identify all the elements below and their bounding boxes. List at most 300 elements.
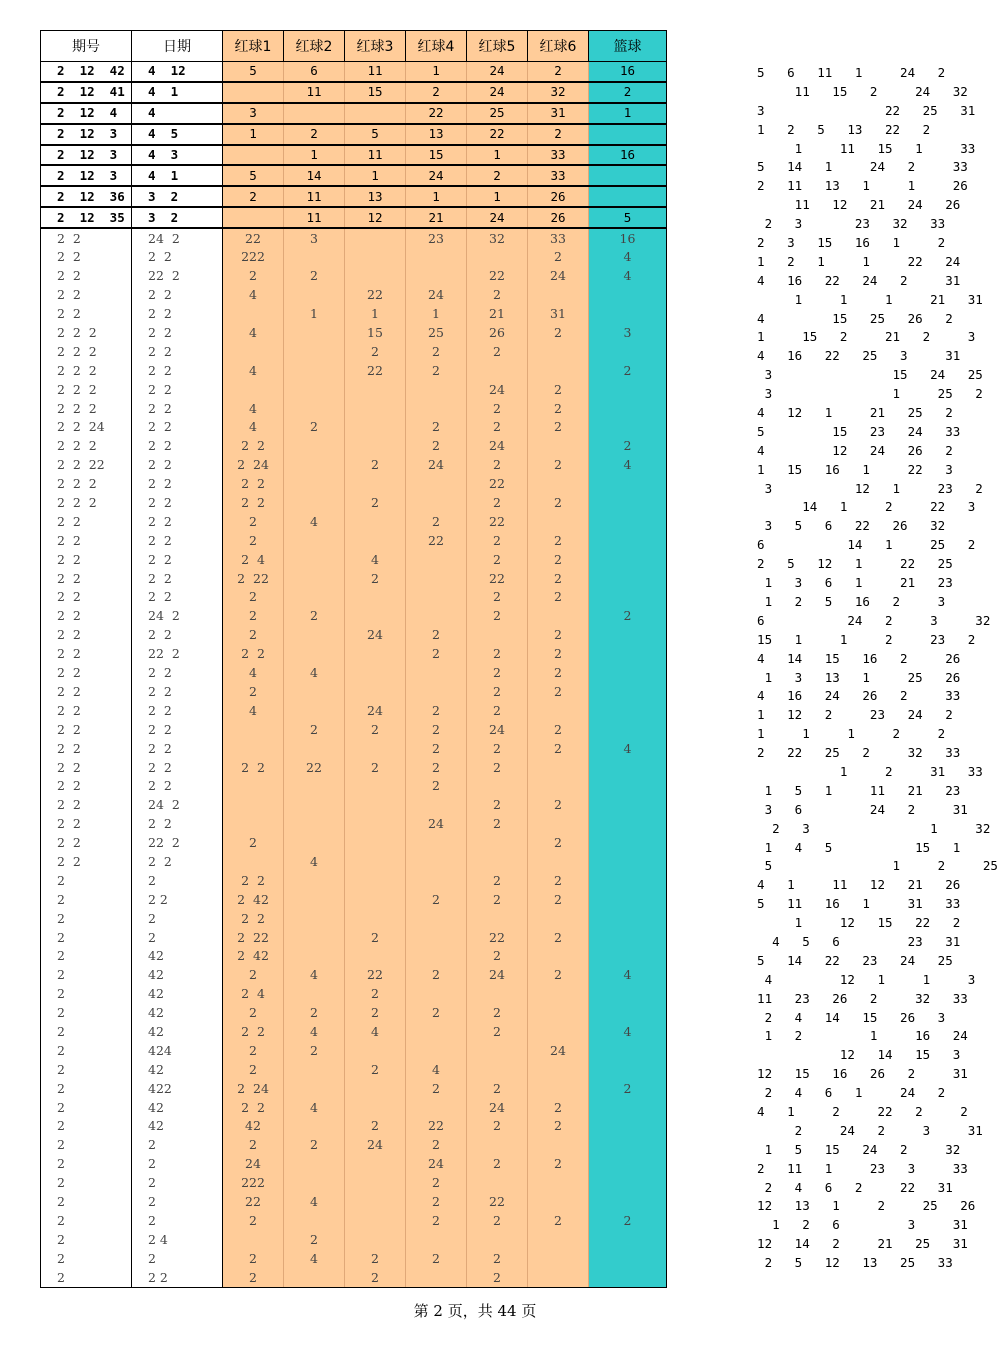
red-ball-5-cell: 26 xyxy=(467,324,528,343)
table-row xyxy=(41,758,667,777)
red-ball-3-cell xyxy=(345,267,406,286)
side-number-list xyxy=(742,64,998,1273)
red-ball-3-cell: 2 xyxy=(345,1004,406,1023)
blue-ball-cell xyxy=(589,418,667,437)
side-line: 15 1 1 2 23 2 xyxy=(742,631,976,647)
red-ball-6-cell: 2 xyxy=(528,494,589,513)
side-line: 2 11 13 1 1 26 xyxy=(742,178,968,194)
issue-cell: 2 2 2 xyxy=(41,475,132,494)
red-ball-1-cell xyxy=(223,777,284,796)
side-line: 1 2 1 16 24 xyxy=(742,1028,968,1044)
side-line: 12 15 16 26 2 31 xyxy=(742,1066,968,1082)
red-ball-4-cell: 2 xyxy=(406,626,467,645)
red-ball-6-cell: 2 xyxy=(528,531,589,550)
red-ball-3-cell xyxy=(345,947,406,966)
issue-cell: 2 xyxy=(41,1268,132,1287)
red-ball-6-cell xyxy=(528,701,589,720)
red-ball-2-cell xyxy=(284,494,345,513)
red-ball-2-cell: 2 xyxy=(284,720,345,739)
red-ball-6-cell: 2 xyxy=(528,324,589,343)
issue-cell: 2 xyxy=(41,1211,132,1230)
red-ball-1-cell: 4 xyxy=(223,399,284,418)
red-ball-3-cell xyxy=(345,103,406,124)
red-ball-3-cell: 4 xyxy=(345,550,406,569)
table-row xyxy=(41,796,667,815)
red-ball-2-cell xyxy=(284,1174,345,1193)
red-ball-3-cell: 2 xyxy=(345,1249,406,1268)
red-ball-1-cell: 4 xyxy=(223,664,284,683)
date-cell: 3 2 xyxy=(132,207,223,228)
red-ball-3-cell xyxy=(345,871,406,890)
side-line: 1 2 5 16 2 3 xyxy=(742,593,946,609)
red-ball-2-cell: 6 xyxy=(284,62,345,82)
red-ball-2-cell xyxy=(284,985,345,1004)
blue-ball-cell xyxy=(589,588,667,607)
date-cell: 42 xyxy=(132,1098,223,1117)
red-ball-5-cell xyxy=(467,1041,528,1060)
red-ball-2-cell: 4 xyxy=(284,966,345,985)
blue-ball-cell xyxy=(589,701,667,720)
red-ball-5-cell: 22 xyxy=(467,124,528,145)
issue-cell: 2 xyxy=(41,1249,132,1268)
issue-cell: 2 12 3 xyxy=(41,124,132,145)
red-ball-1-cell: 2 xyxy=(223,1041,284,1060)
red-ball-1-cell: 3 xyxy=(223,103,284,124)
red-ball-4-cell: 15 xyxy=(406,145,467,166)
red-ball-4-cell: 13 xyxy=(406,124,467,145)
table-row xyxy=(41,248,667,267)
blue-ball-cell xyxy=(589,1060,667,1079)
red-ball-2-cell xyxy=(284,437,345,456)
red-ball-6-cell xyxy=(528,361,589,380)
date-cell: 2 2 xyxy=(132,739,223,758)
red-ball-5-cell: 2 xyxy=(467,701,528,720)
red-ball-4-cell xyxy=(406,683,467,702)
table-row xyxy=(41,1230,667,1249)
table-row xyxy=(41,207,667,228)
red-ball-6-cell xyxy=(528,1230,589,1249)
table-row xyxy=(41,342,667,361)
red-ball-2-cell xyxy=(284,248,345,267)
red-ball-5-cell: 24 xyxy=(467,720,528,739)
red-ball-5-cell: 24 xyxy=(467,62,528,82)
issue-cell: 2 2 2 xyxy=(41,494,132,513)
red-ball-2-cell xyxy=(284,531,345,550)
blue-ball-cell: 4 xyxy=(589,267,667,286)
date-cell: 24 2 xyxy=(132,796,223,815)
red-ball-5-cell: 2 xyxy=(467,456,528,475)
table-row xyxy=(41,1098,667,1117)
side-line: 2 4 14 15 26 3 xyxy=(742,1009,946,1025)
blue-ball-cell: 4 xyxy=(589,456,667,475)
table-row xyxy=(41,569,667,588)
issue-cell: 2 xyxy=(41,1098,132,1117)
blue-ball-cell xyxy=(589,947,667,966)
red-ball-5-cell: 24 xyxy=(467,966,528,985)
red-ball-4-cell: 1 xyxy=(406,186,467,207)
date-cell: 24 2 xyxy=(132,607,223,626)
red-ball-5-cell: 2 xyxy=(467,1023,528,1042)
table-row xyxy=(41,228,667,248)
date-cell: 2 2 xyxy=(132,626,223,645)
blue-ball-cell xyxy=(589,815,667,834)
red-ball-2-cell: 4 xyxy=(284,512,345,531)
red-ball-4-cell xyxy=(406,1230,467,1249)
table-row xyxy=(41,1117,667,1136)
side-line: 12 13 1 2 25 26 xyxy=(742,1198,976,1214)
red-ball-3-cell xyxy=(345,248,406,267)
blue-ball-cell xyxy=(589,985,667,1004)
red-ball-6-cell: 2 xyxy=(528,588,589,607)
blue-ball-cell xyxy=(589,720,667,739)
red-ball-5-cell: 22 xyxy=(467,928,528,947)
red-ball-5-cell: 22 xyxy=(467,569,528,588)
red-ball-3-cell: 2 xyxy=(345,758,406,777)
red-ball-1-cell: 1 xyxy=(223,124,284,145)
red-ball-4-cell xyxy=(406,267,467,286)
table-row xyxy=(41,1174,667,1193)
red-ball-1-cell: 22 xyxy=(223,1193,284,1212)
red-ball-6-cell xyxy=(528,342,589,361)
table-row xyxy=(41,1136,667,1155)
blue-ball-cell xyxy=(589,1230,667,1249)
side-line: 3 22 25 31 xyxy=(742,102,976,118)
red-ball-2-cell xyxy=(284,103,345,124)
header-red-1: 红球1 xyxy=(223,31,284,62)
red-ball-1-cell: 4 xyxy=(223,418,284,437)
date-cell: 2 2 xyxy=(132,588,223,607)
red-ball-2-cell: 3 xyxy=(284,228,345,248)
red-ball-2-cell: 22 xyxy=(284,758,345,777)
red-ball-5-cell: 24 xyxy=(467,1098,528,1117)
blue-ball-cell: 2 xyxy=(589,361,667,380)
red-ball-3-cell xyxy=(345,475,406,494)
date-cell: 2 2 xyxy=(132,853,223,872)
table-row xyxy=(41,701,667,720)
issue-cell: 2 xyxy=(41,1041,132,1060)
table-row xyxy=(41,739,667,758)
side-line: 1 2 6 3 31 xyxy=(742,1217,968,1233)
date-cell: 2 2 xyxy=(132,418,223,437)
red-ball-3-cell: 2 xyxy=(345,494,406,513)
red-ball-6-cell: 26 xyxy=(528,186,589,207)
issue-cell: 2 xyxy=(41,890,132,909)
table-row xyxy=(41,626,667,645)
side-line: 2 3 23 32 33 xyxy=(742,216,946,232)
issue-cell: 2 xyxy=(41,947,132,966)
red-ball-5-cell: 2 xyxy=(467,286,528,305)
red-ball-3-cell xyxy=(345,815,406,834)
red-ball-3-cell xyxy=(345,645,406,664)
date-cell: 4 1 xyxy=(132,82,223,103)
issue-cell: 2 xyxy=(41,1230,132,1249)
side-line: 1 11 15 1 33 xyxy=(742,140,976,156)
red-ball-4-cell xyxy=(406,399,467,418)
side-line: 4 5 6 23 31 xyxy=(742,933,961,949)
date-cell: 22 2 xyxy=(132,267,223,286)
blue-ball-cell: 16 xyxy=(589,228,667,248)
red-ball-5-cell: 2 xyxy=(467,645,528,664)
date-cell: 2 2 xyxy=(132,399,223,418)
date-cell: 2 2 xyxy=(132,305,223,324)
red-ball-5-cell xyxy=(467,1230,528,1249)
red-ball-5-cell xyxy=(467,626,528,645)
date-cell: 2 4 xyxy=(132,1230,223,1249)
red-ball-3-cell xyxy=(345,739,406,758)
blue-ball-cell xyxy=(589,626,667,645)
red-ball-2-cell xyxy=(284,550,345,569)
side-line: 2 3 1 32 xyxy=(742,820,991,836)
date-cell: 4 5 xyxy=(132,124,223,145)
blue-ball-cell xyxy=(589,286,667,305)
red-ball-2-cell xyxy=(284,739,345,758)
date-cell: 22 2 xyxy=(132,834,223,853)
blue-ball-cell xyxy=(589,645,667,664)
side-line: 1 5 1 11 21 23 xyxy=(742,782,961,798)
table-row xyxy=(41,437,667,456)
red-ball-1-cell xyxy=(223,720,284,739)
red-ball-2-cell: 11 xyxy=(284,207,345,228)
red-ball-2-cell xyxy=(284,361,345,380)
red-ball-5-cell: 1 xyxy=(467,186,528,207)
red-ball-4-cell: 24 xyxy=(406,456,467,475)
side-line: 4 14 15 16 2 26 xyxy=(742,650,961,666)
red-ball-6-cell xyxy=(528,1004,589,1023)
red-ball-2-cell: 1 xyxy=(284,305,345,324)
issue-cell: 2 2 xyxy=(41,286,132,305)
red-ball-1-cell xyxy=(223,145,284,166)
red-ball-6-cell: 2 xyxy=(528,380,589,399)
red-ball-6-cell: 2 xyxy=(528,928,589,947)
blue-ball-cell: 2 xyxy=(589,1079,667,1098)
red-ball-3-cell: 5 xyxy=(345,124,406,145)
date-cell: 2 2 xyxy=(132,531,223,550)
table-row xyxy=(41,928,667,947)
red-ball-5-cell: 24 xyxy=(467,207,528,228)
lottery-table xyxy=(40,30,667,1288)
red-ball-3-cell: 24 xyxy=(345,1136,406,1155)
table-row xyxy=(41,834,667,853)
blue-ball-cell xyxy=(589,683,667,702)
red-ball-4-cell: 2 xyxy=(406,1004,467,1023)
red-ball-1-cell xyxy=(223,82,284,103)
blue-ball-cell: 4 xyxy=(589,739,667,758)
table-row xyxy=(41,588,667,607)
red-ball-4-cell xyxy=(406,1098,467,1117)
side-line: 2 4 6 1 24 2 xyxy=(742,1085,946,1101)
issue-cell: 2 2 2 xyxy=(41,342,132,361)
red-ball-3-cell xyxy=(345,1230,406,1249)
header-blue: 篮球 xyxy=(589,31,667,62)
red-ball-6-cell xyxy=(528,758,589,777)
red-ball-4-cell: 2 xyxy=(406,82,467,103)
red-ball-2-cell: 2 xyxy=(284,1136,345,1155)
side-line: 1 2 5 13 22 2 xyxy=(742,121,931,137)
red-ball-4-cell: 4 xyxy=(406,1060,467,1079)
date-cell: 2 2 xyxy=(132,1268,223,1287)
red-ball-1-cell: 2 xyxy=(223,626,284,645)
red-ball-4-cell: 23 xyxy=(406,228,467,248)
date-cell: 42 xyxy=(132,1004,223,1023)
table-row xyxy=(41,1155,667,1174)
side-line: 4 12 24 26 2 xyxy=(742,442,953,458)
red-ball-1-cell xyxy=(223,380,284,399)
blue-ball-cell xyxy=(589,342,667,361)
date-cell: 4 12 xyxy=(132,62,223,82)
date-cell: 2 2 xyxy=(132,342,223,361)
blue-ball-cell xyxy=(589,1041,667,1060)
red-ball-6-cell: 26 xyxy=(528,207,589,228)
red-ball-1-cell xyxy=(223,796,284,815)
red-ball-4-cell xyxy=(406,947,467,966)
red-ball-4-cell xyxy=(406,248,467,267)
red-ball-2-cell: 4 xyxy=(284,1098,345,1117)
side-line: 4 12 1 21 25 2 xyxy=(742,405,953,421)
red-ball-4-cell: 21 xyxy=(406,207,467,228)
red-ball-4-cell xyxy=(406,853,467,872)
date-cell: 2 2 xyxy=(132,815,223,834)
red-ball-2-cell xyxy=(284,324,345,343)
date-cell: 42 xyxy=(132,966,223,985)
date-cell: 2 2 xyxy=(132,720,223,739)
date-cell: 42 xyxy=(132,1117,223,1136)
red-ball-1-cell xyxy=(223,305,284,324)
red-ball-1-cell: 24 xyxy=(223,1155,284,1174)
table-row xyxy=(41,1079,667,1098)
red-ball-4-cell: 2 xyxy=(406,966,467,985)
red-ball-4-cell xyxy=(406,664,467,683)
blue-ball-cell xyxy=(589,305,667,324)
date-cell: 42 xyxy=(132,947,223,966)
red-ball-3-cell xyxy=(345,1193,406,1212)
red-ball-5-cell xyxy=(467,777,528,796)
red-ball-5-cell: 22 xyxy=(467,512,528,531)
red-ball-6-cell: 2 xyxy=(528,62,589,82)
side-line: 4 15 25 26 2 xyxy=(742,310,953,326)
table-row xyxy=(41,512,667,531)
red-ball-1-cell: 5 xyxy=(223,165,284,186)
blue-ball-cell xyxy=(589,664,667,683)
issue-cell: 2 2 xyxy=(41,758,132,777)
red-ball-6-cell: 2 xyxy=(528,834,589,853)
red-ball-6-cell xyxy=(528,947,589,966)
red-ball-4-cell: 2 xyxy=(406,361,467,380)
red-ball-5-cell: 32 xyxy=(467,228,528,248)
red-ball-6-cell: 2 xyxy=(528,569,589,588)
red-ball-1-cell: 2 4 xyxy=(223,550,284,569)
red-ball-6-cell xyxy=(528,1023,589,1042)
table-row xyxy=(41,286,667,305)
red-ball-3-cell: 12 xyxy=(345,207,406,228)
red-ball-4-cell: 24 xyxy=(406,1155,467,1174)
side-line: 1 3 6 1 21 23 xyxy=(742,575,953,591)
red-ball-3-cell xyxy=(345,399,406,418)
table-row xyxy=(41,380,667,399)
red-ball-6-cell: 2 xyxy=(528,1117,589,1136)
red-ball-3-cell: 22 xyxy=(345,361,406,380)
side-line: 1 2 1 1 22 24 xyxy=(742,253,961,269)
table-row xyxy=(41,853,667,872)
red-ball-3-cell: 2 xyxy=(345,985,406,1004)
issue-cell: 2 2 xyxy=(41,512,132,531)
red-ball-2-cell: 2 xyxy=(284,1041,345,1060)
red-ball-6-cell: 2 xyxy=(528,720,589,739)
red-ball-2-cell: 4 xyxy=(284,664,345,683)
table-row xyxy=(41,985,667,1004)
red-ball-2-cell xyxy=(284,475,345,494)
red-ball-3-cell xyxy=(345,437,406,456)
red-ball-4-cell xyxy=(406,588,467,607)
red-ball-5-cell: 24 xyxy=(467,82,528,103)
red-ball-2-cell: 4 xyxy=(284,1193,345,1212)
date-cell: 4 3 xyxy=(132,145,223,166)
side-line: 12 14 2 21 25 31 xyxy=(742,1236,968,1252)
blue-ball-cell xyxy=(589,853,667,872)
red-ball-6-cell xyxy=(528,512,589,531)
red-ball-3-cell xyxy=(345,853,406,872)
side-line: 1 12 2 23 24 2 xyxy=(742,707,953,723)
red-ball-3-cell: 15 xyxy=(345,324,406,343)
red-ball-2-cell xyxy=(284,342,345,361)
red-ball-4-cell: 24 xyxy=(406,815,467,834)
side-line: 5 6 11 1 24 2 xyxy=(742,65,946,80)
red-ball-3-cell: 2 xyxy=(345,342,406,361)
red-ball-1-cell: 2 24 xyxy=(223,1079,284,1098)
header-row xyxy=(41,31,667,62)
blue-ball-cell: 16 xyxy=(589,62,667,82)
red-ball-4-cell: 1 xyxy=(406,62,467,82)
issue-cell: 2 xyxy=(41,871,132,890)
red-ball-6-cell: 2 xyxy=(528,739,589,758)
red-ball-4-cell: 22 xyxy=(406,1117,467,1136)
side-line: 5 15 23 24 33 xyxy=(742,423,961,439)
side-line: 5 14 1 24 2 33 xyxy=(742,159,968,175)
table-row xyxy=(41,645,667,664)
red-ball-2-cell xyxy=(284,588,345,607)
red-ball-5-cell: 2 xyxy=(467,1211,528,1230)
red-ball-6-cell xyxy=(528,1079,589,1098)
red-ball-1-cell: 2 2 xyxy=(223,871,284,890)
date-cell: 2 2 xyxy=(132,380,223,399)
red-ball-5-cell: 2 xyxy=(467,664,528,683)
side-line: 11 15 2 24 32 xyxy=(742,83,968,99)
date-cell: 2 xyxy=(132,928,223,947)
issue-cell: 2 12 35 xyxy=(41,207,132,228)
blue-ball-cell xyxy=(589,834,667,853)
date-cell: 42 xyxy=(132,1060,223,1079)
issue-cell: 2 xyxy=(41,1136,132,1155)
side-line: 3 5 6 22 26 32 xyxy=(742,518,946,534)
issue-cell: 2 2 xyxy=(41,588,132,607)
red-ball-4-cell xyxy=(406,494,467,513)
issue-cell: 2 2 xyxy=(41,531,132,550)
issue-cell: 2 2 xyxy=(41,645,132,664)
red-ball-6-cell xyxy=(528,815,589,834)
red-ball-3-cell xyxy=(345,531,406,550)
blue-ball-cell xyxy=(589,777,667,796)
red-ball-2-cell xyxy=(284,645,345,664)
table-row xyxy=(41,1041,667,1060)
side-line: 1 15 2 21 2 3 xyxy=(742,329,976,345)
red-ball-3-cell xyxy=(345,834,406,853)
red-ball-1-cell: 4 xyxy=(223,361,284,380)
red-ball-1-cell: 2 xyxy=(223,1249,284,1268)
table-body xyxy=(41,62,667,1288)
header-red-6: 红球6 xyxy=(528,31,589,62)
issue-cell: 2 xyxy=(41,966,132,985)
red-ball-4-cell xyxy=(406,380,467,399)
red-ball-5-cell: 24 xyxy=(467,437,528,456)
